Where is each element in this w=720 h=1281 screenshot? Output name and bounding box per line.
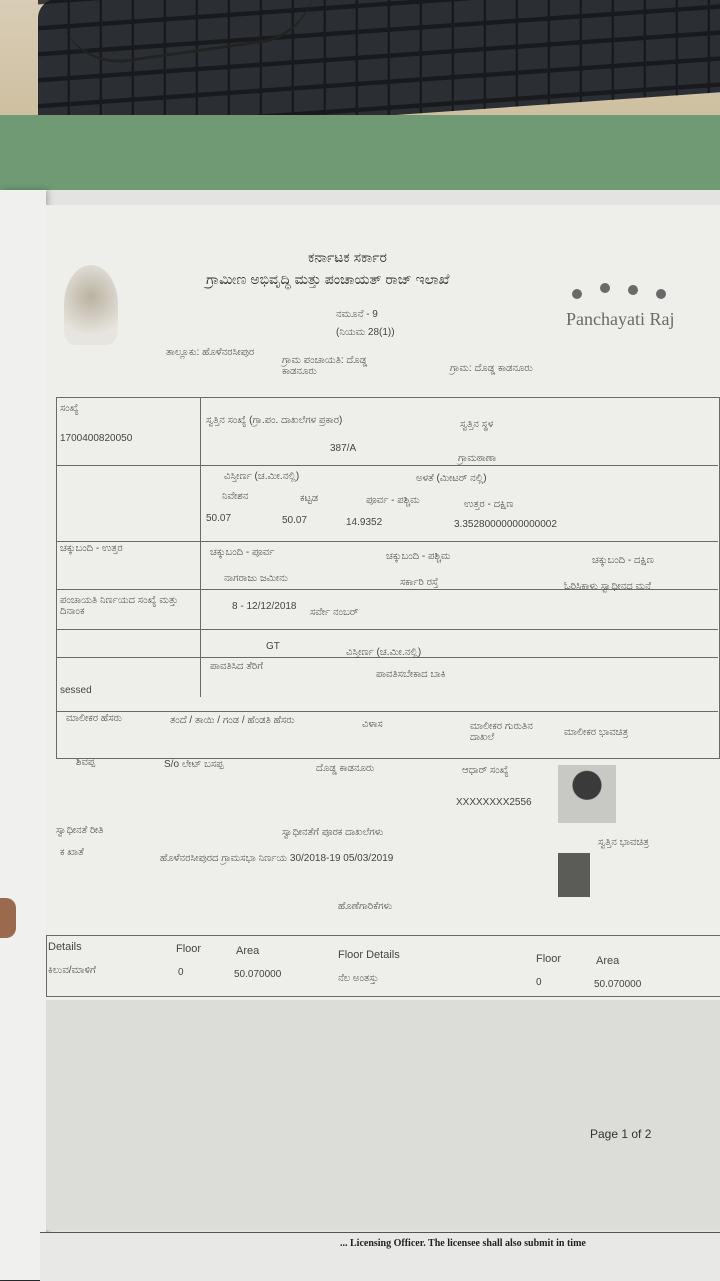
ns-value: 3.35280000000000002 [454,519,557,530]
location-label: ಸ್ವತ್ತಿನ ಸ್ಥಳ [460,419,494,430]
owner-photo [558,765,616,823]
underlying-page-text: ... Licensing Officer. The licensee shall also submit in time [340,1238,586,1249]
tax-due-label: ಪಾವತಿಸಬೇಕಾದ ಬಾಕಿ [376,669,446,680]
floor-row-left-floor: 0 [178,967,184,978]
built-area-value: 50.07 [282,515,308,526]
floor-row-right-area: 50.070000 [594,979,642,990]
id-header: ಮಾಲೀಕರ ಗುರುತಿನ ದಾಖಲೆ [470,721,533,743]
tax-paid-label: ಪಾವತಿಸಿದ ತೆರಿಗೆ [210,661,263,672]
floor-details-label: Floor Details [338,949,400,961]
property-document [46,205,720,1000]
table-divider [56,629,718,630]
table-divider [56,541,718,542]
floor-label-left: Floor [176,943,202,955]
panchayati-raj-text: Panchayati Raj [566,309,675,329]
form-number: ನಮೂನೆ - 9 [336,309,378,320]
acquisition-docs-label: ಸ್ವಾಧೀನತೆಗೆ ಪೂರಕ ದಾಖಲೆಗಳು [282,827,384,838]
assessed-label: sessed [60,685,92,696]
north-south-label: ಉತ್ತರ - ದಕ್ಷಿಣ [464,499,514,510]
ew-value: 14.9352 [346,517,383,528]
measure-label: ವಿಸ್ತೀರ್ಣ (ಚ.ಮೀ.ನಲ್ಲಿ) [224,471,300,482]
boundary-east-label: ಚಕ್ಕುಬಂದಿ - ಪೂರ್ವ [210,547,275,558]
north-value: ನಾಗರಾಜು ಜಮೀನು [224,573,288,584]
page-number: Page 1 of 2 [590,1127,652,1141]
floor-row-left-area: 50.070000 [234,969,282,980]
village: ಗ್ರಾಮ: ದೊಡ್ಡ ಕಾಡನೂರು [450,363,533,374]
panchayati-raj-logo [566,283,686,333]
owner-header: ಮಾಲೀಕರ ಹೆಸರು [66,713,122,724]
taluk: ತಾಲ್ಲೂಕು: ಹೊಳೆನರಸೀಪುರ [166,347,255,358]
dims-label: ಅಳತೆ (ಮೀಟರ್ ನಲ್ಲಿ) [416,473,487,484]
plot-area-value: 50.07 [206,513,232,524]
property-photo-label: ಸ್ವತ್ತಿನ ಭಾವಚಿತ್ರ [598,837,649,848]
boundary-west-label: ಚಕ್ಕುಬಂದಿ - ಪಶ್ಚಿಮ [386,551,451,562]
folded-page-edge [0,190,46,1280]
location-value: ಗ್ರಾಮಠಾಣಾ [458,453,497,464]
aadhar-value: XXXXXXXX2556 [456,797,532,808]
address-header: ವಿಳಾಸ [362,719,383,730]
floor-row-left: ಕಿಲುವ/ಮಾಳಿಗೆ [48,965,96,976]
area-label-left: Area [236,945,260,957]
liabilities-label: ಹೊಣೆಗಾರಿಕೆಗಳು [338,901,393,912]
property-measure-note: ವಿಸ್ತೀರ್ಣ (ಚ.ಮೀ.ನಲ್ಲಿ) [346,647,422,658]
property-id: 1700400820050 [60,433,133,444]
liabilities-header-dup: ಸರ್ವೇ ನಂಬರ್ [310,607,359,618]
doc-title-line1: ಕರ್ನಾಟಕ ಸರ್ಕಾರ [308,249,387,265]
east-value: ಸರ್ಕಾರಿ ರಸ್ತೆ [400,577,439,588]
thumb [0,898,16,938]
father-name: S/o ಲೇಟ್ ಬಸಪ್ಪ [164,759,224,770]
built-label: ಕಟ್ಟಡ [300,493,319,504]
father-header: ತಂದೆ / ತಾಯಿ / ಗಂಡ / ಹೆಂಡತಿ ಹೆಸರು [170,715,295,726]
property-no-value: 387/A [330,443,357,454]
table-divider [56,465,718,466]
photo-header: ಮಾಲೀಕರ ಭಾವಚಿತ್ರ [564,727,629,738]
resolution-value: 8 - 12/12/2018 [232,601,297,612]
boundary-south-label: ಚಕ್ಕುಬಂದಿ - ದಕ್ಷಿಣ [592,555,654,566]
east-west-label: ಪೂರ್ವ - ಪಶ್ಚಿಮ [366,495,420,506]
boundary-north-label: ಚಕ್ಕುಬಂದಿ - ಉತ್ತರ [60,543,123,554]
document-lower-area [46,1000,720,1230]
details-label: Details [48,941,82,953]
left-col-label: ಸಂಖ್ಯೆ [60,403,79,414]
acquisition-label: ಸ್ವಾಧೀನತೆ ರೀತಿ [56,825,104,836]
west-value: ಓರಿಸಿಕಾಳು ಸ್ವಾಧೀನದ ಮನೆ [564,581,651,592]
area-label-right: Area [596,955,620,967]
owner-name: ಶಿವಪ್ಪ [76,757,96,768]
main-table [56,397,720,759]
aadhar-label: ಆಧಾರ್ ಸಂಖ್ಯೆ [462,765,509,776]
panchayat: ಗ್ರಾಮ ಪಂಚಾಯತಿ: ದೊಡ್ಡ ಕಾಡನೂರು [282,355,368,377]
rule-number: (ನಿಯಮ 28(1)) [336,327,395,338]
doc-title-line2: ಗ್ರಾಮೀಣ ಅಭಿವೃದ್ಧಿ ಮತ್ತು ಪಂಚಾಯತ್ ರಾಜ್ ಇಲಾಖೆ [206,271,450,287]
survey-value: GT [266,641,280,652]
table-divider [200,397,201,697]
property-no-label: ಸ್ವತ್ತಿನ ಸಂಖ್ಯೆ (ಗ್ರಾ.ಪಂ. ದಾಖಲೆಗಳ ಪ್ರಕಾರ) [206,415,343,426]
floor-label-right: Floor [536,953,562,965]
acquisition-docs-value: ಹೊಳೆನರಸೀಪುರದ ಗ್ರಾಮಸಭಾ ನಿರ್ಣಯ 30/2018-19 05/03/2019 [160,853,394,864]
address-value: ದೊಡ್ಡ ಕಾಡನೂರು [316,763,375,774]
table-divider [56,711,718,712]
floor-row-right-floor: 0 [536,977,542,988]
resolution-label: ಪಂಚಾಯತಿ ನಿರ್ಣಯದ ಸಂಖ್ಯೆ ಮತ್ತು ದಿನಾಂಕ [60,595,179,617]
property-photo [558,853,590,897]
floor-row-right: ನೆಲ ಅಂತಸ್ತು [338,973,379,984]
state-emblem-icon [64,265,118,345]
acquisition-value: ಕ ಖಾತೆ [60,847,84,858]
plot-label: ನಿವೇಶನ [222,491,249,502]
